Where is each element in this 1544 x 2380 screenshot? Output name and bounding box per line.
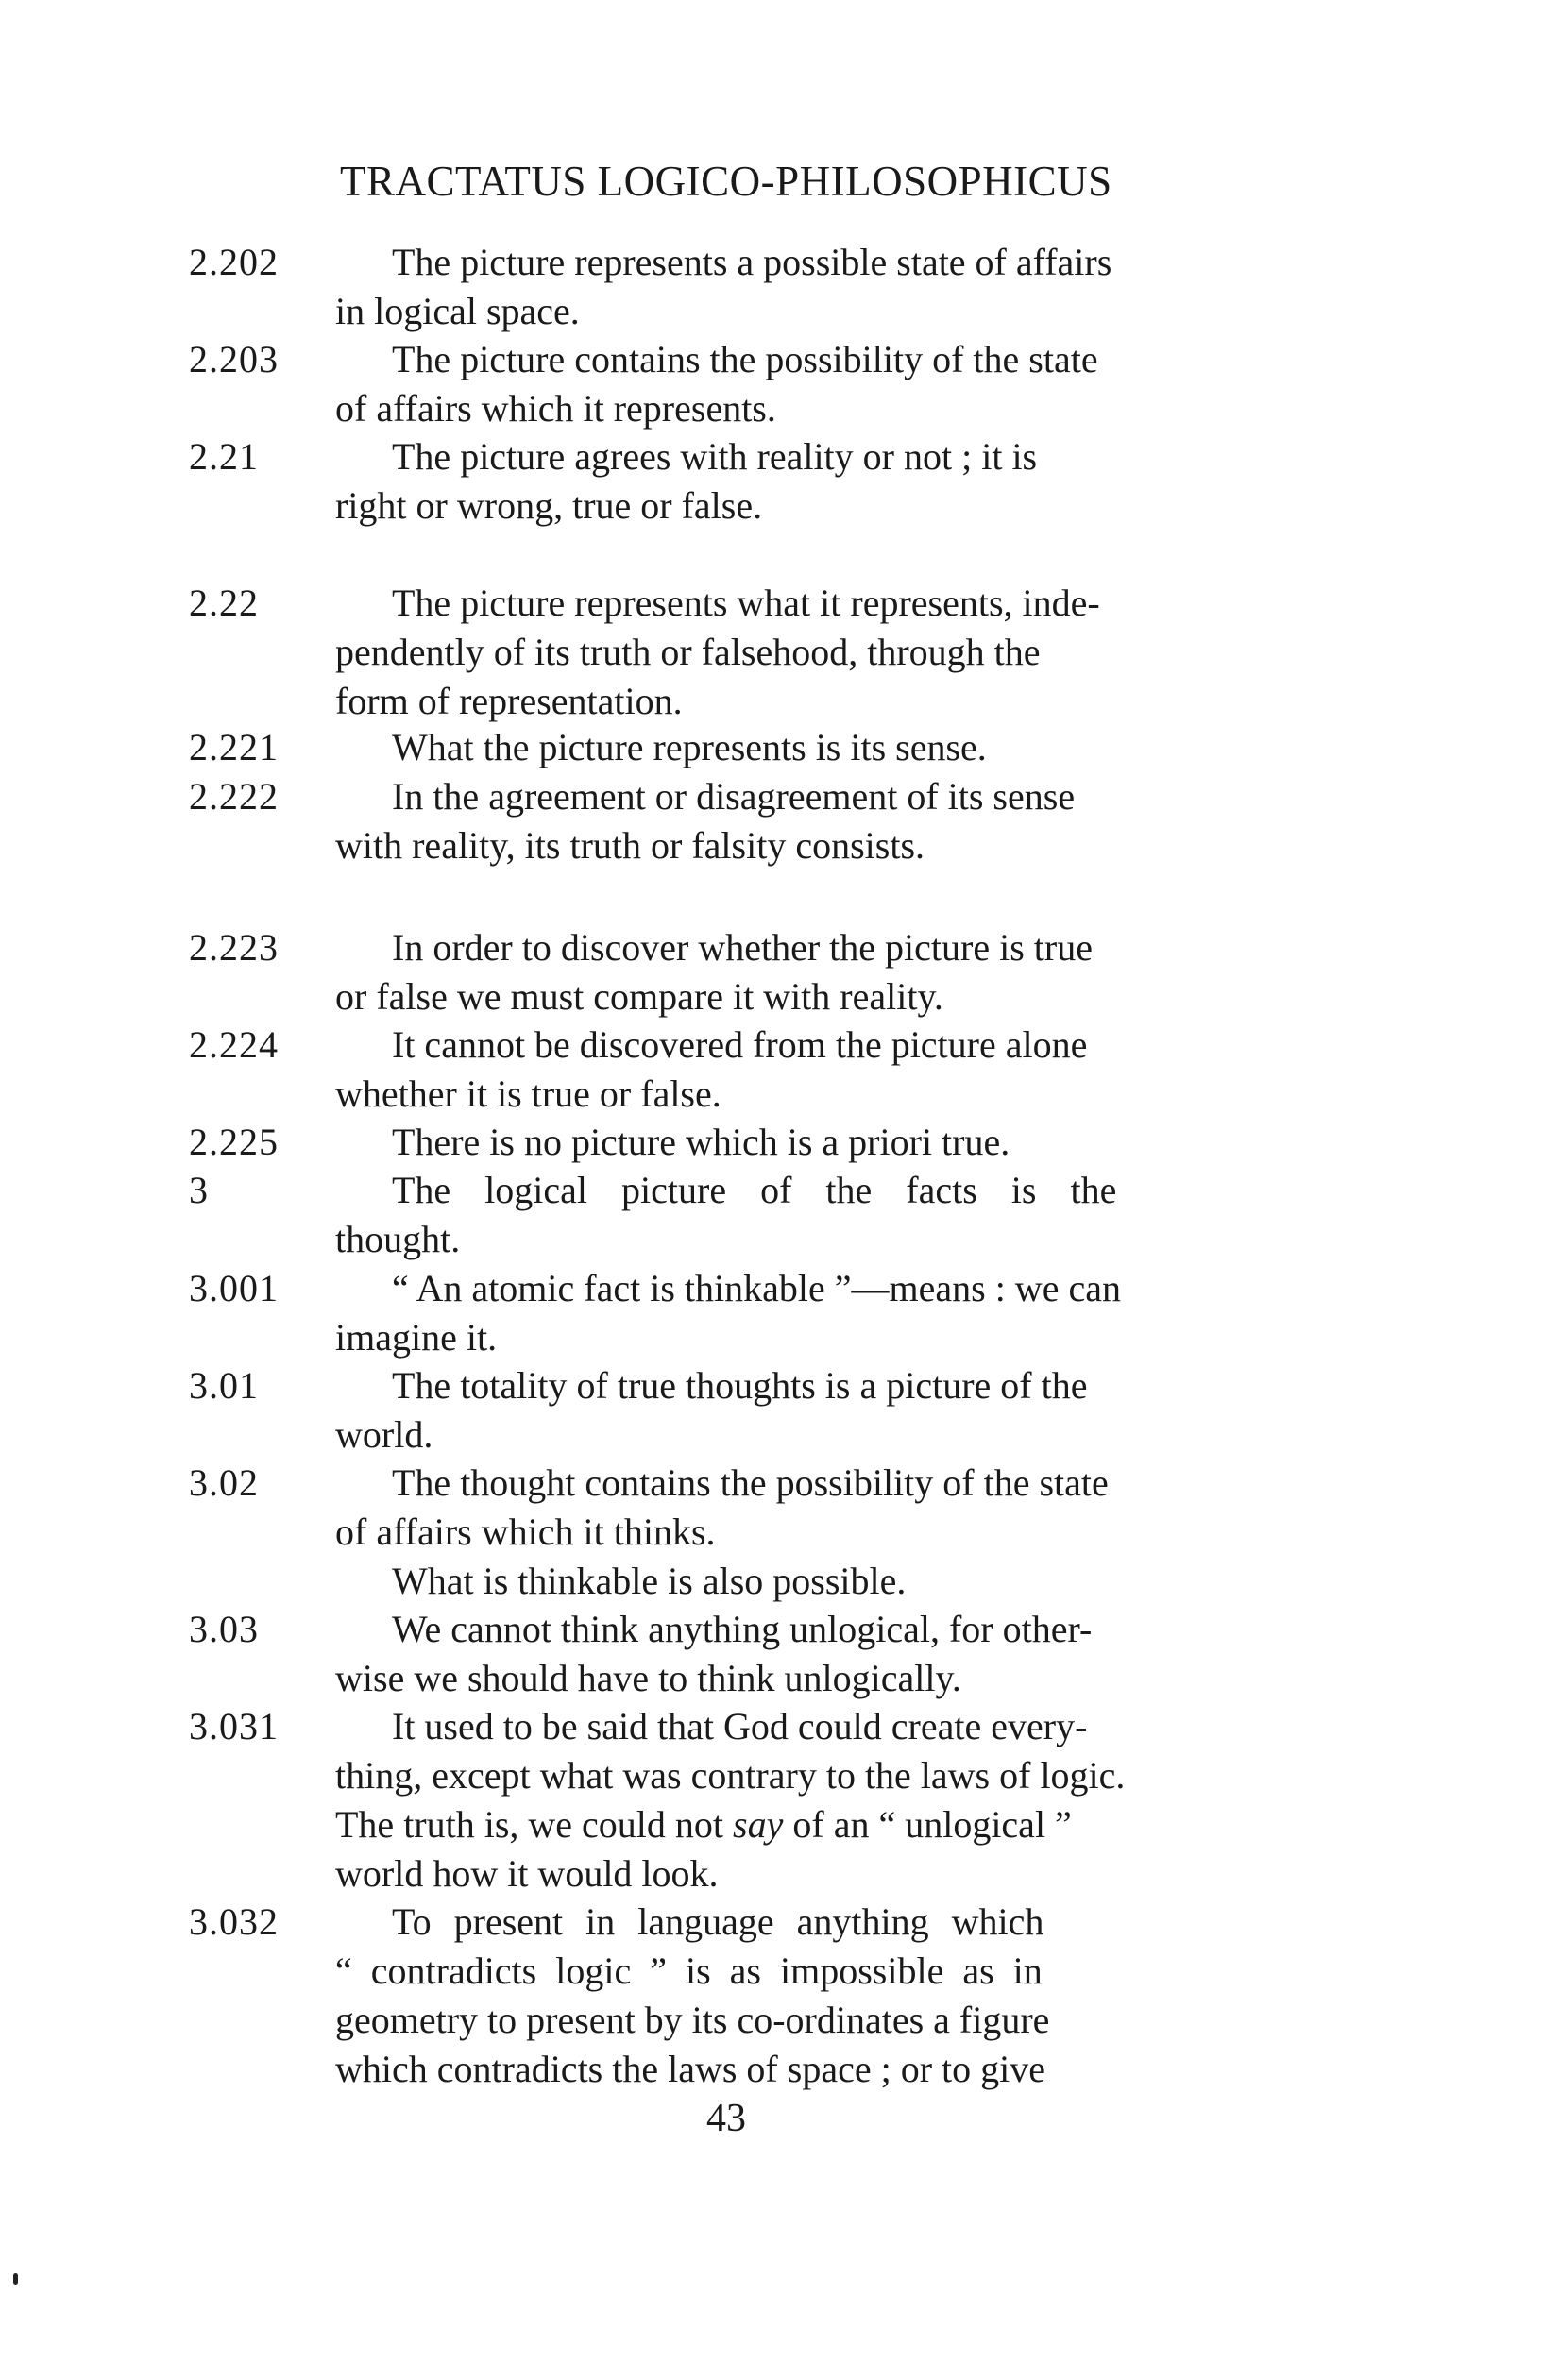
text-line (335, 1800, 1294, 1849)
proposition-number: 2.22 (189, 582, 259, 624)
proposition-text (335, 772, 1294, 870)
proposition-number: 3.031 (189, 1705, 279, 1747)
text-line: “ An atomic fact is thinkable ”—means : we can (392, 1267, 1121, 1309)
text-line: geometry to present by its co-ordinates a figure (335, 1999, 1050, 2041)
proposition-text (335, 1605, 1294, 1703)
text-line: The picture contains the possibility of the state (392, 338, 1098, 380)
text-line: thing, except what was contrary to the laws of logic. (335, 1754, 1126, 1797)
text-line: There is no picture which is a priori true. (392, 1121, 1010, 1163)
text-line: world how it would look. (335, 1852, 719, 1895)
proposition-number: 3.03 (189, 1608, 259, 1650)
text-line: What the picture represents is its sense. (392, 726, 987, 768)
proposition-number: 2.221 (189, 726, 279, 768)
text-line: To present in language anything which (392, 1900, 1044, 1943)
emphasis-say: say (733, 1803, 784, 1846)
proposition-text (335, 723, 1294, 772)
text-line: or false we must compare it with reality. (335, 975, 943, 1018)
proposition-text (335, 1021, 1294, 1119)
proposition-number: 3.02 (189, 1461, 259, 1504)
text-line: with reality, its truth or falsity consists. (335, 824, 925, 867)
text-line: In order to discover whether the picture is true (392, 926, 1093, 969)
proposition-text (335, 1898, 1294, 2094)
text-line: whether it is true or false. (335, 1072, 721, 1115)
proposition-text (335, 432, 1294, 531)
text-line: The thought contains the possibility of the state (392, 1461, 1109, 1504)
proposition-text (335, 1264, 1294, 1362)
text-line: of affairs which it thinks. (335, 1511, 716, 1553)
page-number: 43 (706, 2097, 746, 2140)
text-line: The picture represents what it represents, inde- (392, 582, 1100, 624)
proposition-number: 3.032 (189, 1900, 279, 1943)
proposition-text (335, 335, 1294, 433)
text-line: What is thinkable is also possible. (392, 1560, 907, 1602)
scan-speck (13, 2273, 18, 2285)
text-line: “ contradicts logic ” is as impossible as in (335, 1950, 1043, 1992)
proposition-number: 2.21 (189, 435, 259, 478)
text-line: pendently of its truth or falsehood, through the (335, 631, 1041, 673)
proposition-text (335, 1702, 1294, 1899)
text-line: of affairs which it represents. (335, 387, 776, 430)
proposition-number: 2.203 (189, 338, 279, 380)
text-line: thought. (335, 1218, 461, 1260)
text-line: world. (335, 1413, 433, 1456)
proposition-text (335, 579, 1294, 726)
text-line: It cannot be discovered from the picture alone (392, 1023, 1088, 1066)
text-line: It used to be said that God could create every- (392, 1705, 1088, 1747)
proposition-number: 2.222 (189, 775, 279, 818)
text-fragment: The truth is, we could not (335, 1803, 724, 1846)
running-head: TRACTATUS LOGICO-PHILOSOPHICUS (340, 158, 1112, 205)
text-line: which contradicts the laws of space ; or to give (335, 2048, 1045, 2090)
text-line: wise we should have to think unlogically. (335, 1657, 961, 1699)
text-line: In the agreement or disagreement of its sense (392, 775, 1076, 818)
text-line: imagine it. (335, 1316, 498, 1359)
proposition-text (335, 238, 1294, 336)
text-line: form of representation. (335, 680, 683, 722)
proposition-text (335, 1459, 1294, 1606)
proposition-number: 3.01 (189, 1364, 259, 1407)
text-line: right or wrong, true or false. (335, 484, 763, 527)
proposition-text (335, 923, 1294, 1021)
text-line: We cannot think anything unlogical, for other- (392, 1608, 1093, 1650)
proposition-number: 2.202 (189, 241, 279, 283)
text-line: The picture represents a possible state of affairs (392, 241, 1112, 283)
proposition-number: 3.001 (189, 1267, 279, 1309)
text-fragment: of an “ unlogical ” (792, 1803, 1072, 1846)
text-line: The picture agrees with reality or not ; it is (392, 435, 1038, 478)
proposition-number: 2.225 (189, 1121, 279, 1163)
proposition-number: 3 (189, 1169, 209, 1211)
text-line: The totality of true thoughts is a picture of the (392, 1364, 1088, 1407)
text-line: in logical space. (335, 290, 580, 332)
text-line: The logical picture of the facts is the (392, 1169, 1117, 1211)
proposition-text (335, 1361, 1294, 1460)
proposition-number: 2.224 (189, 1023, 279, 1066)
proposition-number: 2.223 (189, 926, 279, 969)
proposition-text (335, 1118, 1294, 1167)
proposition-text (335, 1166, 1294, 1264)
